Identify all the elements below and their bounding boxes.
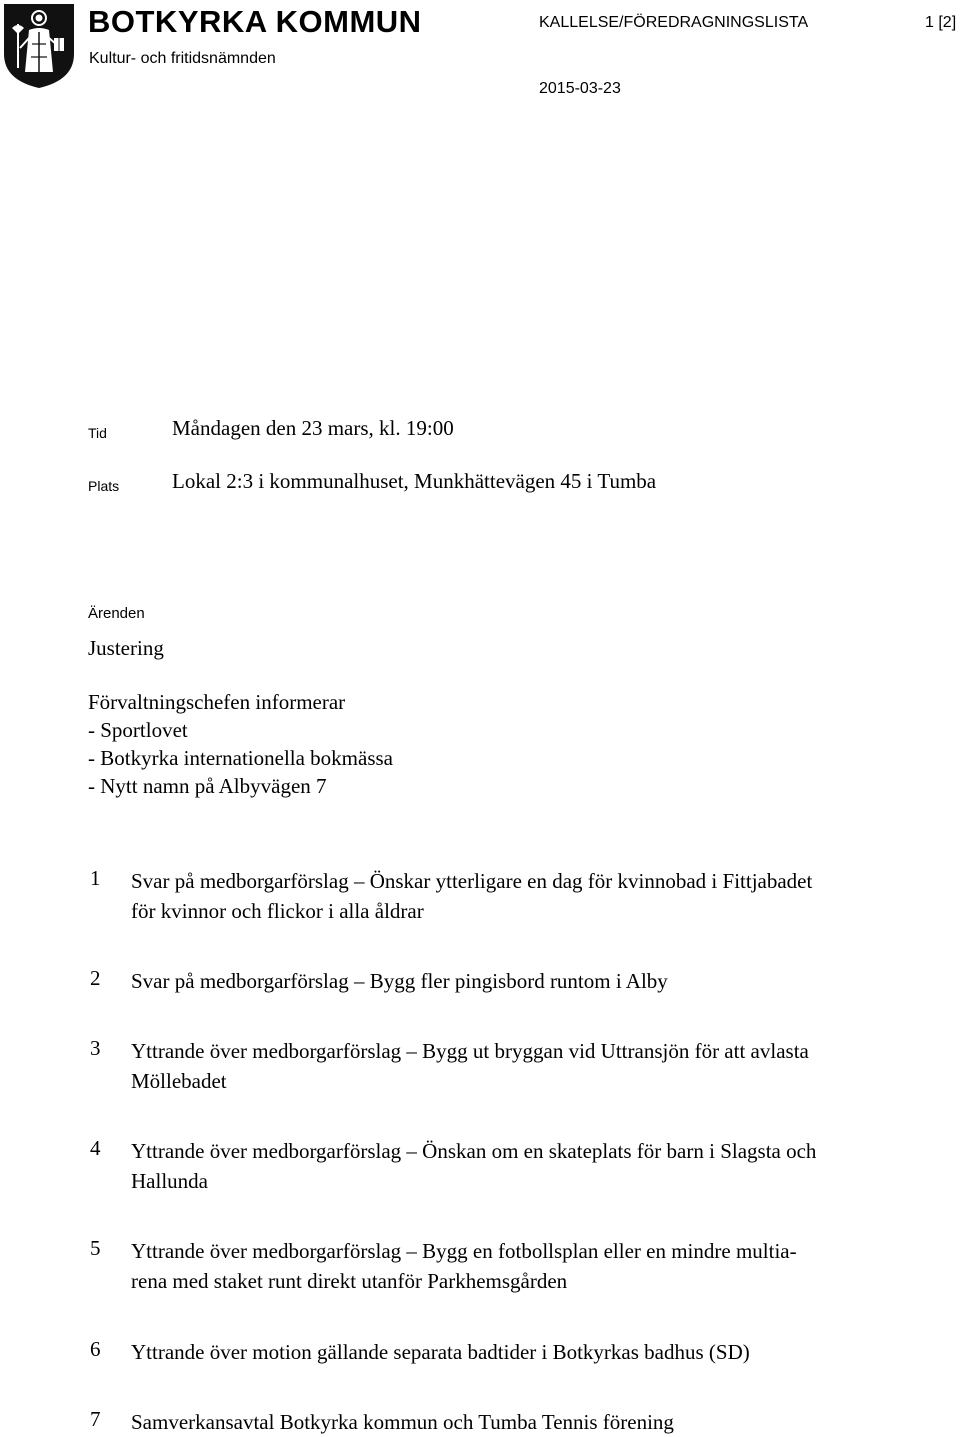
time-value: Måndagen den 23 mars, kl. 19:00 — [172, 416, 454, 440]
agenda-item-number: 5 — [90, 1236, 101, 1260]
agenda-item-line: Samverkansavtal Botkyrka kommun och Tumba Tennis förening — [131, 1410, 674, 1434]
agenda-item-line: Yttrande över medborgarförslag – Bygg en fotbollsplan eller en mindre multia- — [131, 1239, 797, 1263]
info-item: - Botkyrka internationella bokmässa — [88, 746, 394, 770]
agenda-item-text — [131, 866, 921, 926]
agenda-item-line: Yttrande över motion gällande separata badtider i Botkyrkas badhus (SD) — [131, 1340, 750, 1364]
organization-subtitle: Kultur- och fritidsnämnden — [89, 50, 276, 67]
agenda-item-text — [131, 1236, 921, 1296]
page-number: 1 [2] — [925, 14, 957, 31]
agenda-item-number: 4 — [90, 1136, 101, 1160]
agenda-item-text — [131, 1337, 921, 1367]
agenda-section-title: Ärenden — [88, 605, 145, 622]
agenda-item-line: Möllebadet — [131, 1069, 227, 1093]
agenda-item-text — [131, 966, 921, 996]
agenda-item-line: Yttrande över medborgarförslag – Önskan om en skateplats för barn i Slagsta och — [131, 1139, 817, 1163]
agenda-item-number: 6 — [90, 1337, 101, 1361]
agenda-item-number: 1 — [90, 866, 101, 890]
justering-item: Justering — [88, 636, 164, 660]
agenda-item-line: Yttrande över medborgarförslag – Bygg ut bryggan vid Uttransjön för att avlasta — [131, 1039, 809, 1063]
agenda-item-line: för kvinnor och flickor i alla åldrar — [131, 899, 424, 923]
agenda-item-number: 7 — [90, 1407, 101, 1431]
coat-of-arms-icon — [2, 2, 76, 90]
document-type: KALLELSE/FÖREDRAGNINGSLISTA — [539, 14, 809, 31]
document-date: 2015-03-23 — [539, 80, 621, 97]
place-label: Plats — [88, 478, 120, 494]
info-heading: Förvaltningschefen informerar — [88, 690, 346, 714]
agenda-item-text — [131, 1407, 921, 1437]
agenda-item-text — [131, 1136, 921, 1196]
agenda-item-line: rena med staket runt direkt utanför Parkhemsgården — [131, 1269, 568, 1293]
place-value: Lokal 2:3 i kommunalhuset, Munkhättevägen 45 i Tumba — [172, 469, 657, 493]
agenda-item-number: 2 — [90, 966, 101, 990]
agenda-item-text — [131, 1036, 921, 1096]
agenda-item-line: Svar på medborgarförslag – Bygg fler pingisbord runtom i Alby — [131, 969, 668, 993]
time-label: Tid — [88, 425, 107, 441]
info-item: - Sportlovet — [88, 718, 188, 742]
agenda-item-number: 3 — [90, 1036, 101, 1060]
organization-name: BOTKYRKA KOMMUN — [88, 4, 422, 39]
agenda-item-line: Svar på medborgarförslag – Önskar ytterligare en dag för kvinnobad i Fittjabadet — [131, 869, 813, 893]
agenda-item-line: Hallunda — [131, 1169, 208, 1193]
info-item: - Nytt namn på Albyvägen 7 — [88, 774, 327, 798]
